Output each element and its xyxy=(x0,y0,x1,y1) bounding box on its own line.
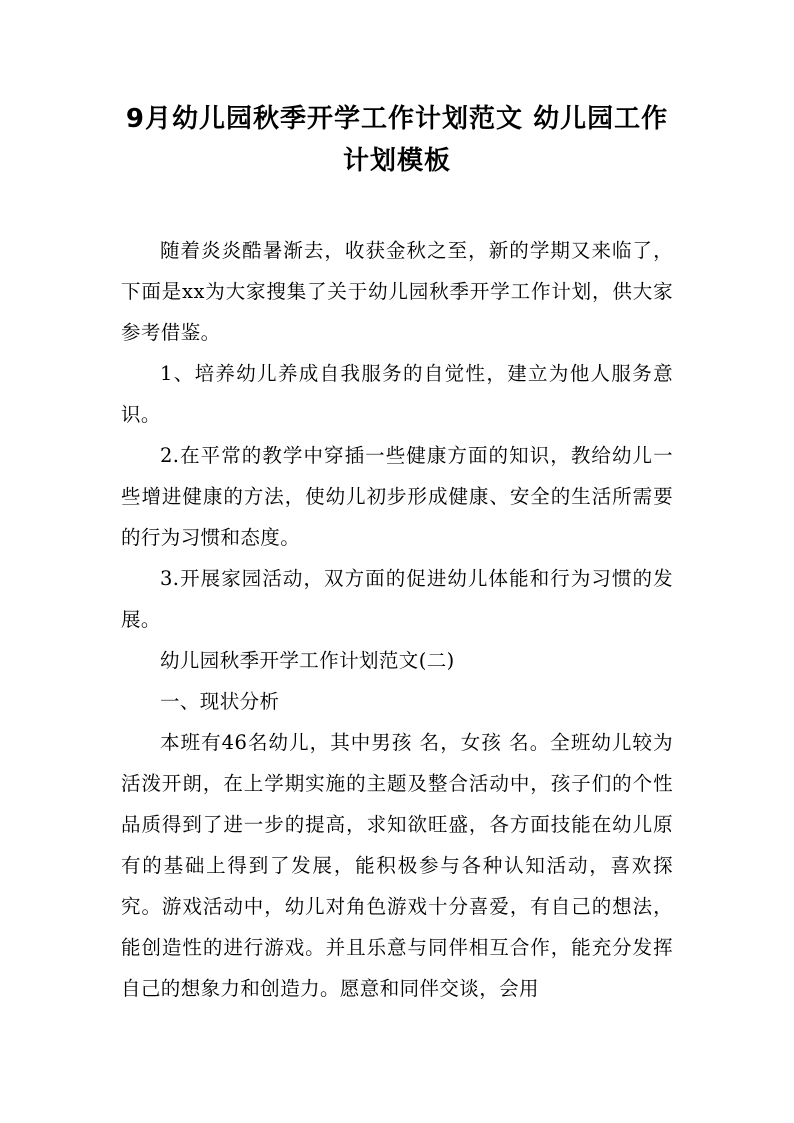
list-item-3: 3.开展家园活动，双方面的促进幼儿体能和行为习惯的发展。 xyxy=(121,567,673,631)
intro-paragraph: 随着炎炎酷暑渐去，收获金秋之至，新的学期又来临了，下面是xx为大家搜集了关于幼儿园秋季开学工作计划，供大家参考借鉴。 xyxy=(121,239,673,344)
list-item-1: 1、培养幼儿养成自我服务的自觉性，建立为他人服务意识。 xyxy=(121,362,673,426)
list-item-2: 2.在平常的教学中穿插一些健康方面的知识，教给幼儿一些增进健康的方法，使幼儿初步形成健康、安全的生活所需要的行为习惯和态度。 xyxy=(121,444,673,549)
analysis-paragraph: 本班有46名幼儿，其中男孩 名，女孩 名。全班幼儿较为活泼开朗，在上学期实施的主题及整合活动中，孩子们的个性品质得到了进一步的提高，求知欲旺盛，各方面技能在幼儿原有的基础上得到了发展，能积极参与各种认知活动，喜欢探究。游戏活动中，幼儿对角色游戏十分喜爱，有自己的想法，能创造性的进行游戏。并且乐意与同伴相互合作，能充分发挥自己的想象力和创造力。愿意和同伴交谈，会用 xyxy=(121,731,673,1000)
subsection-heading: 一、现状分析 xyxy=(160,690,280,713)
document-title: 9月幼儿园秋季开学工作计划范文 幼儿园工作计划模板 xyxy=(125,104,669,176)
section-heading: 幼儿园秋季开学工作计划范文(二) xyxy=(160,649,455,672)
document-body xyxy=(121,230,673,1009)
